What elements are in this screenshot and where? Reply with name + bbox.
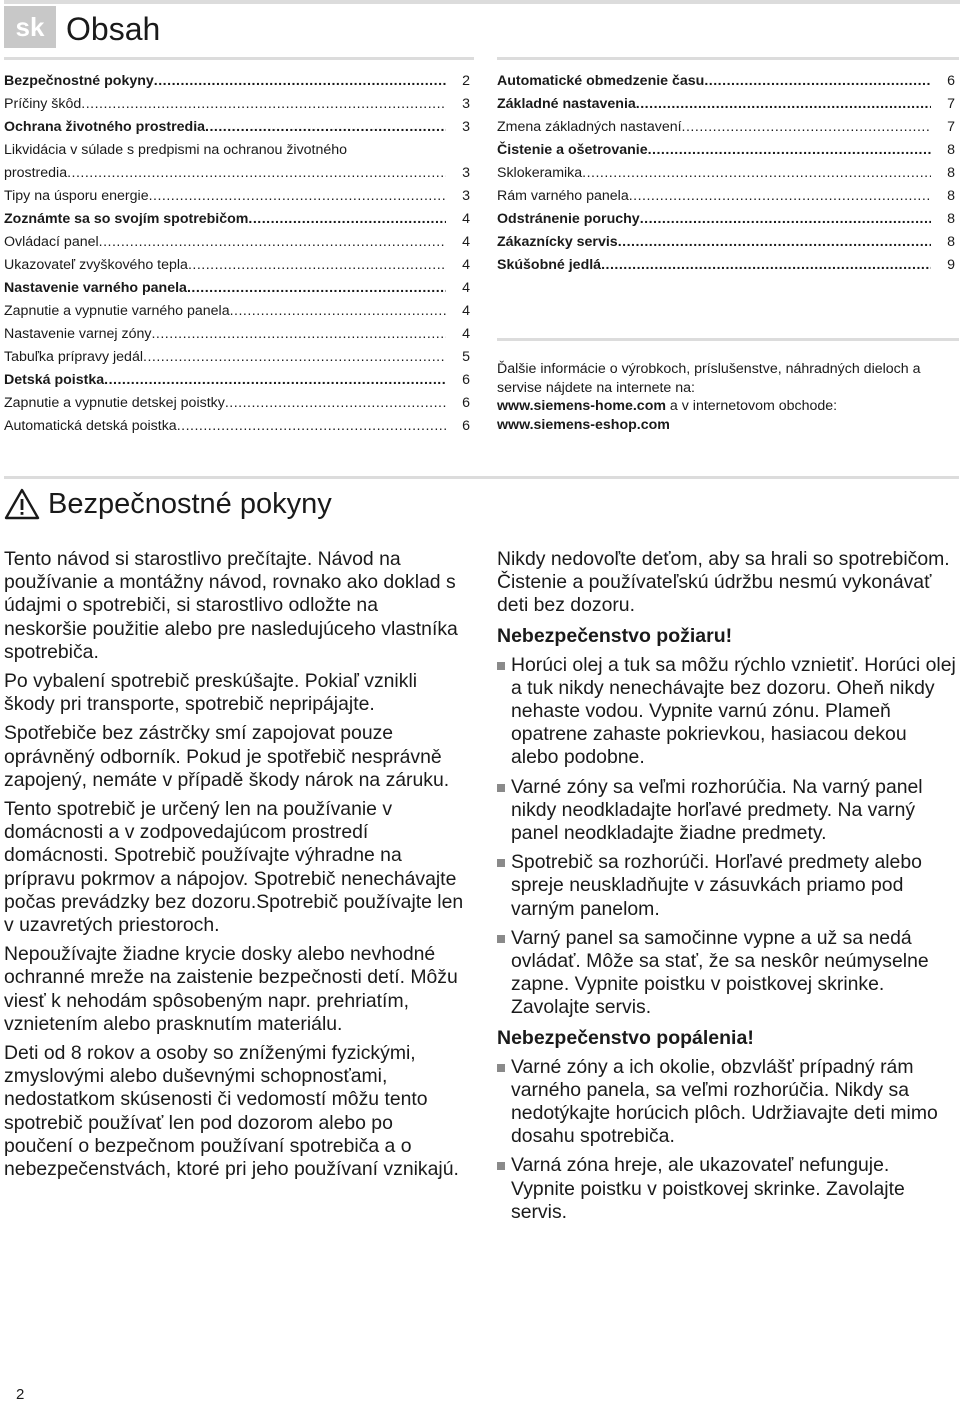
leader-dots — [682, 116, 931, 139]
toc-page-number: 9 — [947, 257, 955, 273]
list-item: Varné zóny a ich okolie, obzvlášť prípadný rám varného panela, sa veľmi rozhorúčia. Nikdy sa nedotýkajte horúcich plôch. Udržiavajte deti mimo dosahu spotrebiča. — [497, 1056, 957, 1149]
leader-dots — [151, 323, 446, 346]
toc-entry-line — [4, 139, 470, 162]
section-title-text: Bezpečnostné pokyny — [48, 488, 332, 520]
paragraph: Deti od 8 rokov a osoby so zníženými fyzickými, zmyslovými alebo duševnými schopnosťami, nedostatkom skúsenosti či vedomostí môžu tento spotrebič používať len pod dozorom alebo po poučení o bezpečnom používaní spotrebiča a o nebezpečenstvách, ktoré pri jeho používaní vznikajú. — [4, 1042, 459, 1181]
right-text-column — [497, 548, 957, 1230]
toc-page-number: 4 — [462, 211, 470, 227]
toc-page-number: 8 — [947, 188, 955, 204]
bullet-list — [497, 1056, 957, 1224]
toc-entry[interactable] — [4, 70, 470, 93]
list-item: Varná zóna hreje, ale ukazovateľ nefunguje. Vypnite poistku v poistkovej skrinke. Zavolajte servis. — [497, 1154, 957, 1224]
further-info — [497, 360, 927, 434]
toc-entry[interactable] — [4, 116, 470, 139]
toc-page-number: 3 — [462, 119, 470, 135]
toc-entry-title: Tipy na úsporu energie — [4, 188, 149, 204]
toc-page-number: 2 — [462, 73, 470, 89]
paragraph: Spotřebiče bez zástrčky smí zapojovat pouze oprávněný odborník. Pokud je spotřebič nesprávně zapojený, nemáte v případě škody nárok na záruku. — [4, 722, 450, 791]
leader-dots — [67, 162, 446, 185]
section-title — [4, 484, 332, 524]
toc-entry[interactable] — [4, 300, 470, 323]
toc-entry[interactable] — [497, 208, 955, 231]
toc-entry[interactable] — [4, 277, 470, 300]
toc-entry[interactable] — [4, 139, 470, 185]
list-item: Varný panel sa samočinne vypne a už sa nedá ovládať. Môže sa stať, že sa neskôr neúmyselne zapne. Vypnite poistku v poistkovej skrinke. Zavolajte servis. — [497, 927, 957, 1020]
toc-entry-title: Tabuľka prípravy jedál — [4, 349, 143, 365]
language-badge: sk — [4, 6, 56, 48]
leader-dots — [225, 392, 446, 415]
toc-entry-line — [4, 162, 470, 185]
warning-heading: Nebezpečenstvo popálenia! — [497, 1026, 754, 1049]
toc-entry-title: Ochrana životného prostredia — [4, 119, 206, 135]
toc-entry-title: Rám varného panela — [497, 188, 629, 204]
leader-dots — [640, 208, 931, 231]
toc-entry-title: Zákaznícky servis — [497, 234, 618, 250]
toc-right-column — [497, 70, 955, 277]
toc-entry[interactable] — [4, 93, 470, 116]
paragraph: Po vybalení spotrebič preskúšajte. Pokiaľ vznikli škody pri transporte, spotrebič nepripájajte. — [4, 670, 418, 716]
toc-entry[interactable] — [4, 392, 470, 415]
divider — [4, 57, 474, 60]
leader-dots — [205, 116, 446, 139]
toc-entry-title: Zoznámte sa so svojím spotrebičom — [4, 211, 249, 227]
toc-entry[interactable] — [4, 185, 470, 208]
toc-entry[interactable] — [4, 254, 470, 277]
leader-dots — [618, 231, 931, 254]
paragraph: Nikdy nedovoľte deťom, aby sa hrali so spotrebičom. Čistenie a používateľskú údržbu nesmú vykonávať deti bez dozoru. — [497, 548, 950, 617]
leader-dots — [154, 70, 446, 93]
url-link[interactable]: www.siemens-home.com — [497, 398, 666, 414]
leader-dots — [177, 415, 446, 438]
leader-dots — [143, 346, 446, 369]
toc-entry-title: Príčiny škôd — [4, 96, 82, 112]
paragraph: Tento spotrebič je určený len na používanie v domácnosti a v zodpovedajúcom prostredí domácnosti. Spotrebič používajte výhradne na prípravu pokrmov a nápojov. Spotrebič nenechávajte počas prevádzky bez dozoru.Spotrebič používajte len v uzavretých priestoroch. — [4, 798, 464, 937]
toc-entry[interactable] — [497, 70, 955, 93]
list-item: Horúci olej a tuk sa môžu rýchlo vznietiť. Horúci olej a tuk nikdy nenechávajte bez dozoru. Oheň nikdy nehaste vodou. Vypnite varnú zónu. Plameň opatrene zahaste pokrievkou, hasiacou dekou alebo podobne. — [497, 654, 957, 770]
toc-page-number: 3 — [462, 188, 470, 204]
toc-page-number: 8 — [947, 211, 955, 227]
toc-entry[interactable] — [4, 231, 470, 254]
toc-entry-title: Automatická detská poistka — [4, 418, 177, 434]
list-item: Spotrebič sa rozhorúči. Horľavé predmety alebo spreje neuskladňujte v zásuvkách priamo pod varným panelom. — [497, 851, 957, 921]
toc-page-number: 4 — [462, 234, 470, 250]
toc-entry[interactable] — [497, 93, 955, 116]
toc-entry-title: Nastavenie varného panela — [4, 280, 187, 296]
left-text-column — [4, 548, 464, 1187]
toc-entry[interactable] — [497, 139, 955, 162]
toc-page-number: 8 — [947, 234, 955, 250]
leader-dots — [104, 369, 446, 392]
toc-entry-title: prostredia — [4, 165, 68, 181]
toc-entry-title: Nastavenie varnej zóny — [4, 326, 152, 342]
toc-page-number: 6 — [462, 395, 470, 411]
toc-entry[interactable] — [4, 208, 470, 231]
toc-entry[interactable] — [4, 346, 470, 369]
leader-dots — [149, 185, 446, 208]
paragraph: Nepoužívajte žiadne krycie dosky alebo nevhodné ochranné mreže na zaistenie bezpečnosti detí. Môžu viesť k nehodám spôsobeným napr. prehriatím, vznietením alebo prasknutím materiálu. — [4, 943, 458, 1035]
warning-heading: Nebezpečenstvo požiaru! — [497, 624, 733, 647]
toc-left-column — [4, 70, 470, 438]
toc-entry[interactable] — [497, 185, 955, 208]
toc-page-number: 8 — [947, 165, 955, 181]
url-link[interactable]: www.siemens-eshop.com — [497, 416, 670, 433]
toc-page-number: 4 — [462, 280, 470, 296]
divider — [4, 476, 959, 479]
toc-entry-title: Zapnutie a vypnutie varného panela — [4, 303, 230, 319]
toc-page-number: 7 — [947, 119, 955, 135]
toc-entry[interactable] — [4, 369, 470, 392]
paragraph: Tento návod si starostlivo prečítajte. Návod na používanie a montážny návod, rovnako ako doklad s údajmi o spotrebiči, si starostlivo odložte na neskoršie použitie alebo pre nasledujúceho vlastníka spotrebiča. — [4, 548, 458, 663]
bullet-list — [497, 654, 957, 1020]
leader-dots — [636, 93, 931, 116]
info-text: Ďalšie informácie o výrobkoch, príslušenstve, náhradných dieloch a servise nájdete na internete na: — [497, 361, 921, 396]
toc-page-number: 3 — [462, 165, 470, 181]
leader-dots — [230, 300, 446, 323]
leader-dots — [629, 185, 931, 208]
toc-page-number: 7 — [947, 96, 955, 112]
toc-entry[interactable] — [4, 323, 470, 346]
page-number: 2 — [16, 1386, 25, 1403]
toc-entry[interactable] — [497, 162, 955, 185]
leader-dots — [582, 162, 931, 185]
toc-entry-title: Sklokeramika — [497, 165, 583, 181]
leader-dots — [99, 231, 446, 254]
toc-entry[interactable] — [497, 116, 955, 139]
divider — [497, 57, 959, 60]
toc-page-number: 6 — [462, 372, 470, 388]
leader-dots — [704, 70, 931, 93]
toc-entry-title: Skúšobné jedlá — [497, 257, 602, 273]
toc-entry[interactable] — [4, 415, 470, 438]
toc-page-number: 5 — [462, 349, 470, 365]
toc-page-number: 3 — [462, 96, 470, 112]
toc-page-number: 4 — [462, 303, 470, 319]
toc-entry-title: Likvidácia v súlade s predpismi na ochranou životného — [4, 142, 348, 158]
toc-page-number: 4 — [462, 257, 470, 273]
warning-triangle-icon — [4, 487, 40, 521]
page-title: Obsah — [66, 11, 161, 47]
toc-page-number: 6 — [462, 418, 470, 434]
toc-entry-title: Detská poistka — [4, 372, 105, 388]
leader-dots — [81, 93, 446, 116]
list-item: Varné zóny sa veľmi rozhorúčia. Na varný panel nikdy neodkladajte horľavé predmety. Na varný panel neodkladajte žiadne predmety. — [497, 776, 957, 846]
toc-page-number: 8 — [947, 142, 955, 158]
toc-entry-title: Automatické obmedzenie času — [497, 73, 705, 89]
toc-entry[interactable] — [497, 231, 955, 254]
toc-entry-title: Zapnutie a vypnutie detskej poistky — [4, 395, 225, 411]
toc-entry-title: Čistenie a ošetrovanie — [497, 142, 648, 158]
leader-dots — [187, 277, 446, 300]
toc-entry-title: Ukazovateľ zvyškového tepla — [4, 257, 188, 273]
leader-dots — [601, 254, 931, 277]
leader-dots — [188, 254, 446, 277]
toc-entry-title: Ovládací panel — [4, 234, 99, 250]
leader-dots — [248, 208, 446, 231]
toc-entry-title: Odstránenie poruchy — [497, 211, 640, 227]
leader-dots — [648, 139, 931, 162]
toc-entry-title: Zmena základných nastavení — [497, 119, 682, 135]
toc-entry[interactable] — [497, 254, 955, 277]
toc-entry-title: Bezpečnostné pokyny — [4, 73, 154, 89]
info-text: a v internetovom obchode: — [665, 398, 838, 414]
toc-page-number: 4 — [462, 326, 470, 342]
divider — [497, 338, 959, 341]
toc-page-number: 6 — [947, 73, 955, 89]
toc-entry-title: Základné nastavenia — [497, 96, 636, 112]
